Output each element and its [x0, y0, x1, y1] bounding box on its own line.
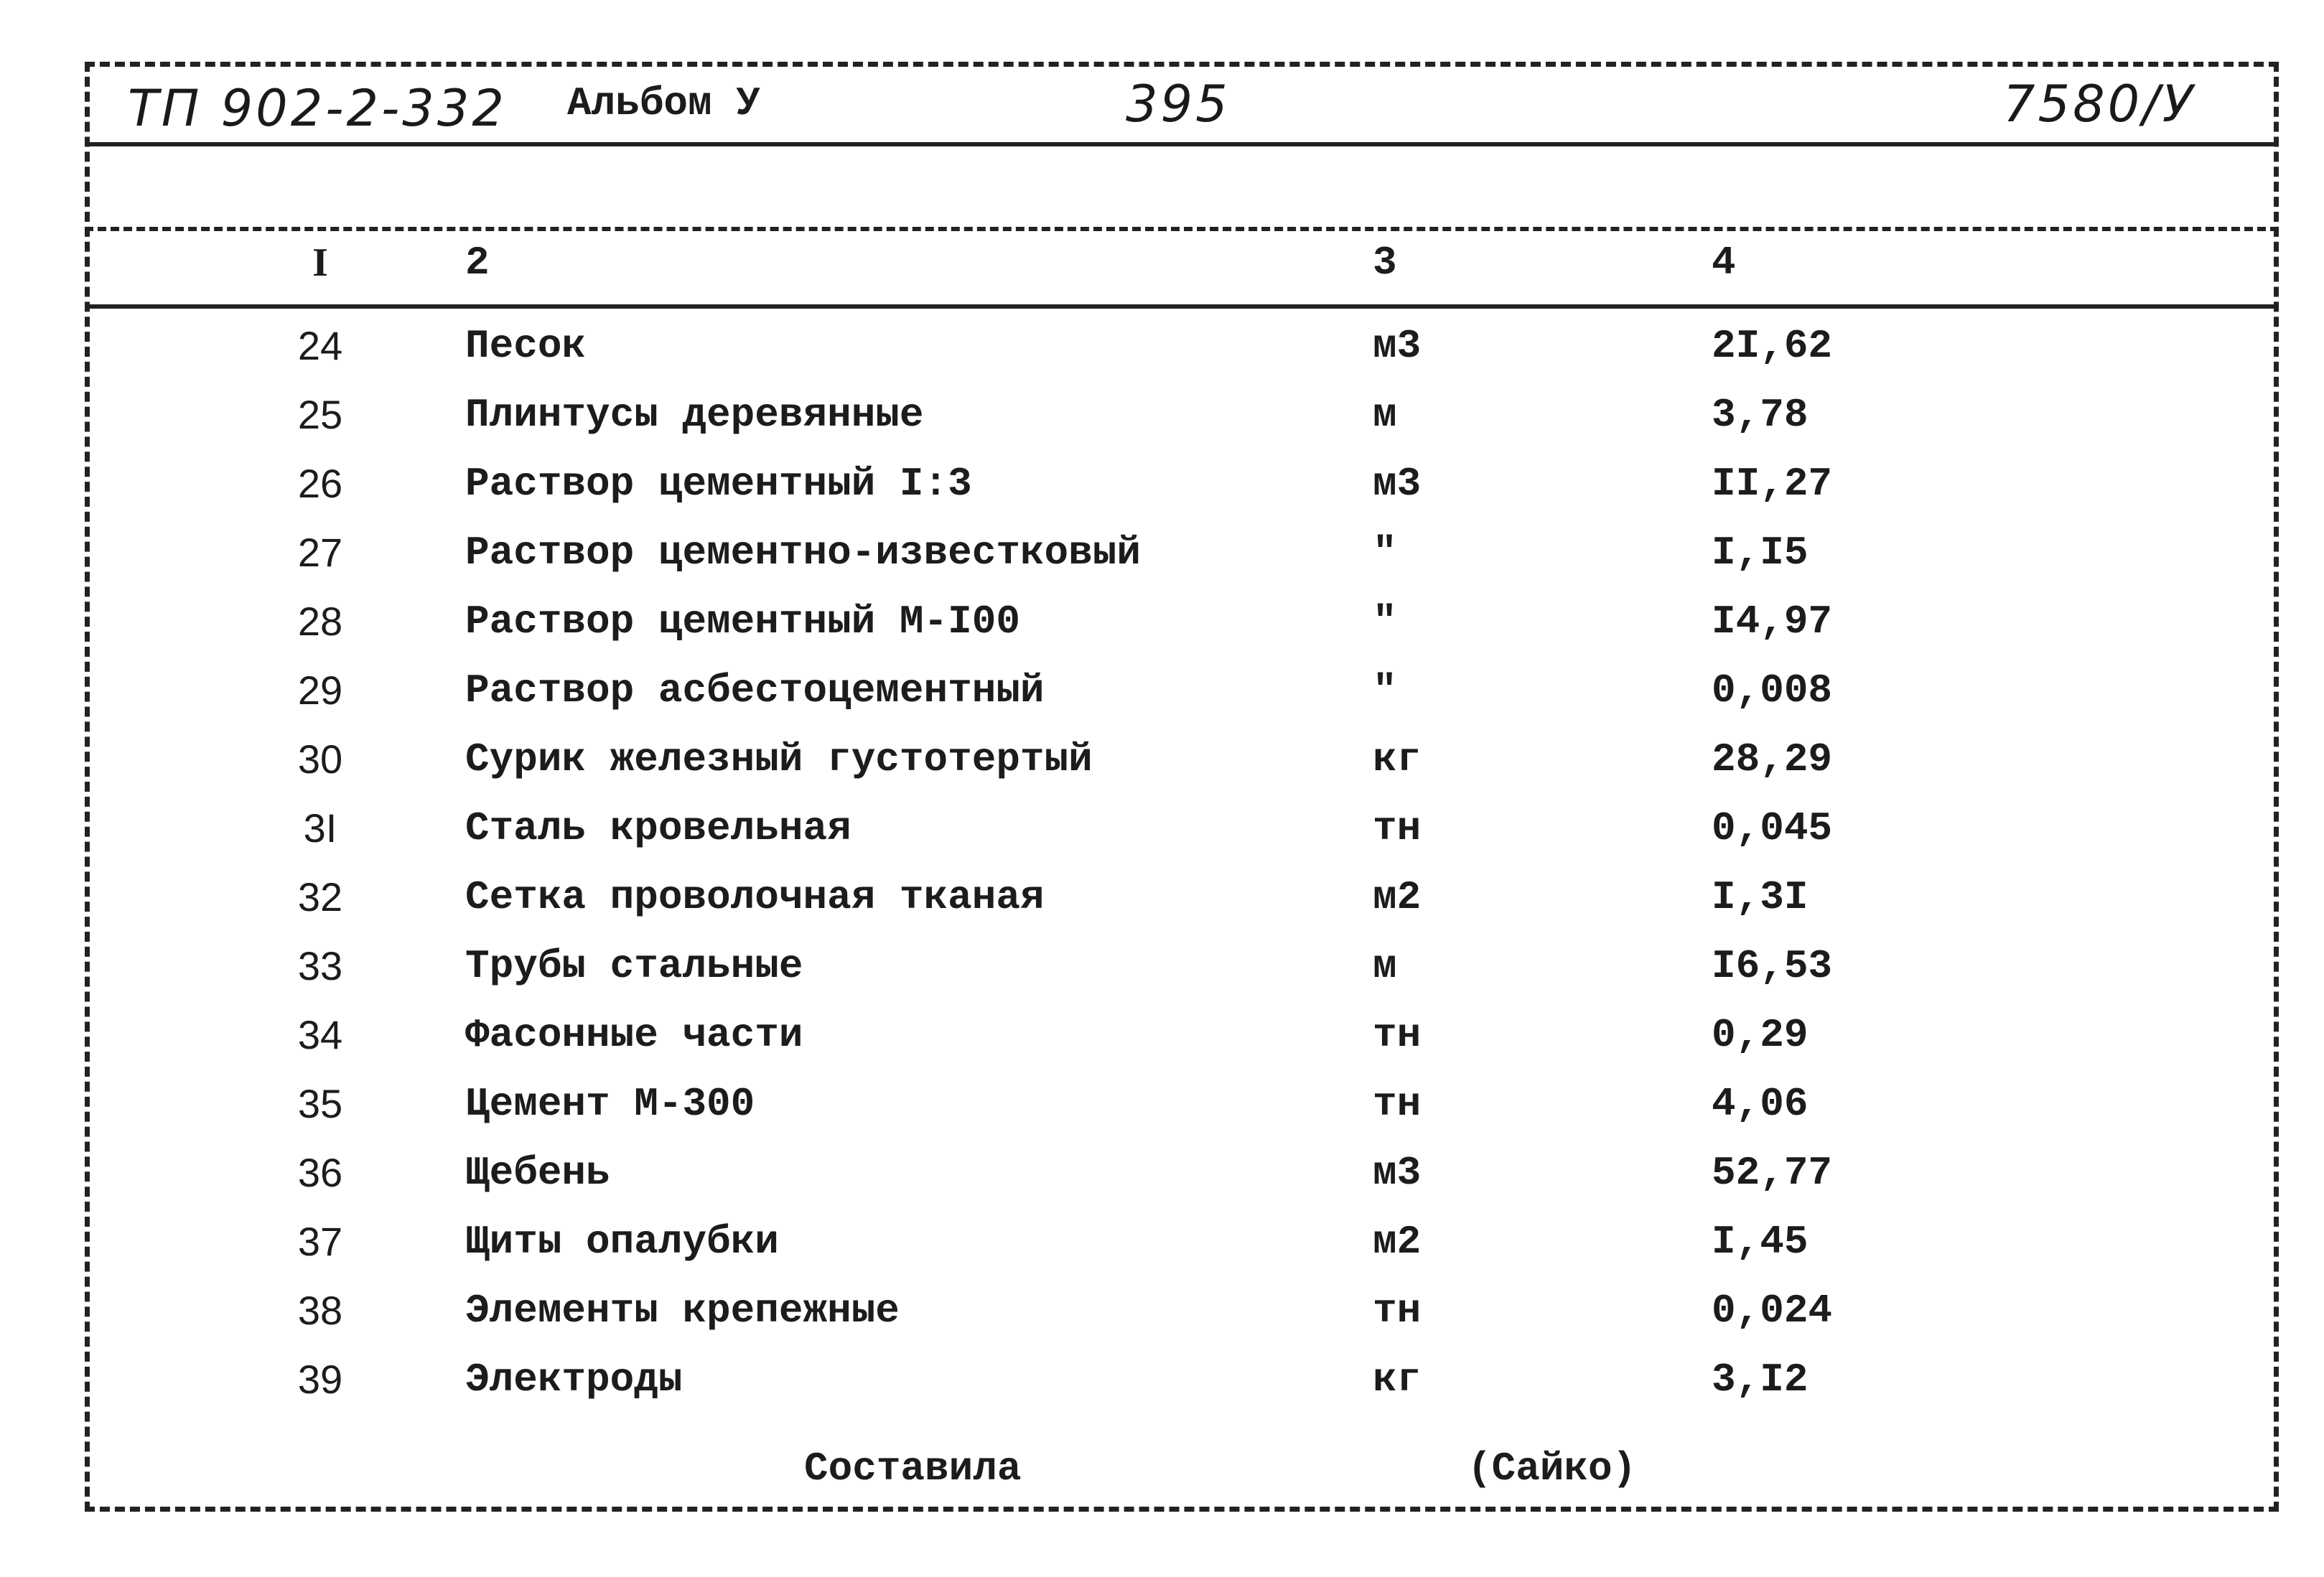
unit-of-measure: кг [1373, 1357, 1422, 1403]
unit-of-measure: кг [1373, 736, 1422, 782]
document-frame [85, 62, 2279, 1512]
table-header-rule [85, 304, 2279, 309]
material-name: Элементы крепежные [465, 1288, 900, 1334]
row-number: 3I [303, 805, 337, 851]
quantity: 2I,62 [1712, 323, 1833, 369]
material-name: Раствор цементный М-I00 [465, 599, 1020, 645]
unit-of-measure: " [1373, 530, 1397, 576]
unit-of-measure: м [1373, 392, 1397, 438]
quantity: 52,77 [1712, 1150, 1833, 1196]
unit-of-measure: м3 [1373, 323, 1422, 369]
row-number: 37 [297, 1219, 343, 1264]
material-name: Фасонные части [465, 1012, 803, 1058]
unit-of-measure: м2 [1373, 874, 1422, 920]
material-name: Сталь кровельная [465, 805, 851, 851]
quantity: 4,06 [1712, 1081, 1809, 1127]
compiled-label: Составила [804, 1446, 1022, 1492]
quantity: 0,024 [1712, 1288, 1833, 1334]
row-number: 24 [297, 323, 343, 368]
row-number: 28 [297, 599, 343, 644]
row-number: 36 [297, 1150, 343, 1195]
unit-of-measure: тн [1373, 1288, 1422, 1334]
column-header-1: I [312, 240, 328, 285]
unit-of-measure: м3 [1373, 461, 1422, 507]
row-number: 34 [297, 1012, 343, 1057]
quantity: I,45 [1712, 1219, 1809, 1265]
quantity: 3,78 [1712, 392, 1809, 438]
row-number: 25 [297, 392, 343, 437]
quantity: II,27 [1712, 461, 1833, 507]
material-name: Трубы стальные [465, 943, 803, 989]
row-number: 30 [297, 736, 343, 782]
quantity: 0,008 [1712, 668, 1833, 713]
unit-of-measure: м2 [1373, 1219, 1422, 1265]
quantity: I4,97 [1712, 599, 1833, 645]
column-header-2: 2 [465, 240, 490, 286]
material-name: Электроды [465, 1357, 683, 1403]
quantity: 0,29 [1712, 1012, 1809, 1058]
quantity: 3,I2 [1712, 1357, 1809, 1403]
column-header-4: 4 [1712, 240, 1736, 286]
doc-code: ТП 902-2-332 [128, 79, 507, 138]
row-number: 26 [297, 461, 343, 506]
quantity: I6,53 [1712, 943, 1833, 989]
material-name: Цемент М-300 [465, 1081, 755, 1127]
unit-of-measure: м3 [1373, 1150, 1422, 1196]
header-divider [85, 142, 2279, 146]
quantity: 28,29 [1712, 736, 1833, 782]
quantity: I,I5 [1712, 530, 1809, 576]
row-number: 33 [297, 943, 343, 988]
inventory-number: 7580/У [2003, 75, 2196, 134]
row-number: 27 [297, 530, 343, 575]
material-name: Раствор асбестоцементный [465, 668, 1045, 713]
row-number: 29 [297, 668, 343, 713]
row-number: 38 [297, 1288, 343, 1333]
material-name: Раствор цементно-известковый [465, 530, 1141, 576]
page-number: 395 [1126, 75, 1231, 134]
row-number: 32 [297, 874, 343, 919]
table-top-rule [85, 227, 2279, 231]
material-name: Сурик железный густотертый [465, 736, 1093, 782]
material-name: Щебень [465, 1150, 610, 1196]
album-label: Альбом У [567, 80, 760, 126]
material-name: Щиты опалубки [465, 1219, 779, 1265]
signature-name: (Сайко) [1467, 1446, 1637, 1492]
unit-of-measure: м [1373, 943, 1397, 989]
row-number: 35 [297, 1081, 343, 1126]
unit-of-measure: " [1373, 599, 1397, 645]
quantity: I,3I [1712, 874, 1809, 920]
unit-of-measure: тн [1373, 1012, 1422, 1058]
unit-of-measure: тн [1373, 805, 1422, 851]
material-name: Сетка проволочная тканая [465, 874, 1045, 920]
material-name: Песок [465, 323, 587, 369]
quantity: 0,045 [1712, 805, 1833, 851]
row-number: 39 [297, 1357, 343, 1402]
material-name: Раствор цементный I:3 [465, 461, 972, 507]
unit-of-measure: " [1373, 668, 1397, 713]
column-header-3: 3 [1373, 240, 1397, 286]
unit-of-measure: тн [1373, 1081, 1422, 1127]
material-name: Плинтусы деревянные [465, 392, 924, 438]
